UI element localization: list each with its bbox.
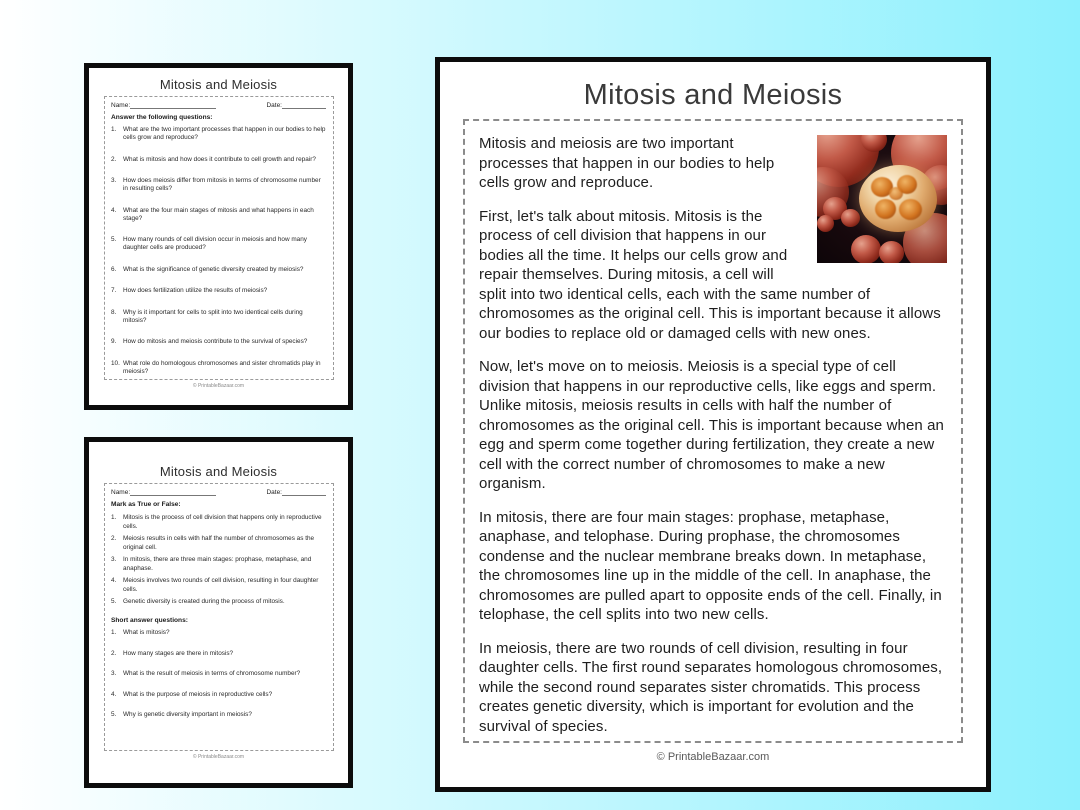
question-text: What role do homologous chromosomes and sister chromatids play in meiosis? xyxy=(123,359,321,375)
question-text: How does meiosis differ from mitosis in terms of chromosome number in resulting cells? xyxy=(123,177,321,192)
question-text: Why is it important for cells to split into two identical cells during mitosis? xyxy=(123,308,303,324)
statement-text: Meiosis involves two rounds of cell division, resulting in four daughter cells. xyxy=(123,577,319,593)
question-text: How does fertilization utilize the results of meiosis? xyxy=(123,287,268,294)
question-number: 3. xyxy=(111,670,117,677)
date-blank-line xyxy=(282,490,326,496)
question-number: 4. xyxy=(111,206,117,214)
question-number: 2. xyxy=(111,649,117,657)
red-cell-sphere xyxy=(879,241,904,263)
cell-nucleus-blob xyxy=(875,199,896,219)
worksheet-questions-body xyxy=(104,96,334,380)
question-number: 4. xyxy=(111,690,117,698)
worksheet-footer: © PrintableBazaar.com xyxy=(192,754,245,760)
question-number: 7. xyxy=(111,287,117,294)
question-text: What are the two important processes that happen in our bodies to help cells grow and reproduce? xyxy=(123,126,326,141)
question-number: 1. xyxy=(111,126,117,133)
passage-paragraph: In meiosis, there are two rounds of cell division, resulting in four daughter cells. The first round separates homologous chromosomes, while the second round separates sister chromatids. This process creates genetic diversity, which is important for evolution and the survival of species. xyxy=(479,639,943,735)
question-number: 6. xyxy=(111,265,117,273)
statement-number: 1. xyxy=(111,514,117,521)
question-item xyxy=(111,360,326,376)
shortanswer-item xyxy=(111,629,326,637)
cell-microscopy-photo xyxy=(817,135,947,263)
question-text: Why is genetic diversity important in meiosis? xyxy=(123,711,252,718)
question-text: What is mitosis? xyxy=(123,629,170,636)
truefalse-item xyxy=(111,576,326,594)
worksheet-footer: © PrintableBazaar.com xyxy=(192,383,245,389)
question-text: What is the result of meiosis in terms of chromosome number? xyxy=(123,670,301,677)
question-number: 1. xyxy=(111,629,117,636)
truefalse-list xyxy=(111,513,326,606)
shortanswer-list xyxy=(111,629,326,719)
date-label: Date: xyxy=(266,102,282,109)
cell-nucleus-blob xyxy=(889,187,903,200)
question-number: 8. xyxy=(111,308,117,316)
question-number: 3. xyxy=(111,177,117,184)
question-number: 5. xyxy=(111,711,117,718)
passage-paragraph: Now, let's move on to meiosis. Meiosis is a special type of cell division that happens in our reproductive cells, like eggs and sperm. Unlike mitosis, meiosis results in cells with half the number of chromosomes as the original cell. This is important because when an egg and sperm come together during fertilization, they create a new cell with the correct number of chromosomes to make a new organism. xyxy=(479,358,944,492)
statement-text: Genetic diversity is created during the process of mitosis. xyxy=(123,598,285,605)
question-text: How many stages are there in mitosis? xyxy=(123,649,234,657)
question-number: 2. xyxy=(111,155,117,163)
question-item xyxy=(111,207,326,223)
shortanswer-item xyxy=(111,691,326,699)
date-label: Date: xyxy=(266,489,282,496)
question-item xyxy=(111,287,326,295)
statement-text: In mitosis, there are three main stages: prophase, metaphase, and anaphase. xyxy=(123,556,312,572)
statement-number: 3. xyxy=(111,556,117,563)
name-blank-line xyxy=(130,490,216,496)
shortanswer-item xyxy=(111,711,326,719)
question-item xyxy=(111,309,326,325)
questions-section-header: Answer the following questions: xyxy=(111,114,213,121)
statement-number: 2. xyxy=(111,535,117,542)
name-date-row xyxy=(111,489,326,496)
shortanswer-item xyxy=(111,650,326,658)
dividing-cell-core xyxy=(859,165,937,232)
question-text: What is the purpose of meiosis in reproductive cells? xyxy=(123,690,273,698)
red-cell-sphere xyxy=(817,215,834,232)
passage-title: Mitosis and Meiosis xyxy=(583,79,843,111)
question-item xyxy=(111,126,326,142)
truefalse-item xyxy=(111,555,326,573)
name-date-row xyxy=(111,102,326,109)
cell-nucleus-blob xyxy=(899,199,922,220)
truefalse-section-header: Mark as True or False: xyxy=(111,501,181,508)
question-text: What are the four main stages of mitosis and what happens in each stage? xyxy=(123,206,314,222)
red-cell-sphere xyxy=(841,209,860,227)
worksheet-truefalse-title: Mitosis and Meiosis xyxy=(159,464,278,479)
shortanswer-section-header: Short answer questions: xyxy=(111,617,188,624)
question-number: 10. xyxy=(111,359,120,367)
question-item xyxy=(111,177,326,193)
passage-body xyxy=(463,119,963,743)
passage-paragraph: In mitosis, there are four main stages: prophase, metaphase, anaphase, and telophase. During prophase, the chromosomes condense and the nuclear membrane breaks down. In metaphase, the chromosomes line up in the middle of the cell. In anaphase, the chromosomes are pulled apart to opposite ends of the cell. Finally, in telophase, the cell splits into two new cells. xyxy=(479,508,942,623)
worksheet-questions-page xyxy=(84,63,353,410)
statement-number: 4. xyxy=(111,577,117,584)
passage-paragraph: First, let's talk about mitosis. Mitosis is the process of cell division that happens in our bodies all the time. It helps our cells grow and repair themselves. During mitosis, a cell will split into two identical cells, each with the same number of chromosomes as the original cell. This is important because it allows our bodies to replace old or damaged cells with new ones. xyxy=(479,207,941,342)
questions-list xyxy=(111,126,326,376)
worksheet-questions-title: Mitosis and Meiosis xyxy=(159,77,278,92)
question-item xyxy=(111,266,326,274)
statement-text: Meiosis results in cells with half the number of chromosomes as the original cell. xyxy=(123,535,315,551)
question-number: 5. xyxy=(111,236,117,243)
question-item xyxy=(111,236,326,252)
worksheet-truefalse-body xyxy=(104,483,334,751)
question-text: How do mitosis and meiosis contribute to the survival of species? xyxy=(123,338,308,345)
truefalse-item xyxy=(111,597,326,606)
question-text: How many rounds of cell division occur in meiosis and how many daughter cells are produced? xyxy=(123,236,307,251)
reading-passage-page xyxy=(435,57,991,792)
shortanswer-item xyxy=(111,670,326,678)
name-blank-line xyxy=(130,103,216,109)
question-number: 9. xyxy=(111,338,117,345)
passage-paragraph: Mitosis and meiosis are two important processes that happen in our bodies to help cells grow and reproduce. xyxy=(479,135,775,191)
passage-footer: © PrintableBazaar.com xyxy=(656,751,770,763)
truefalse-item xyxy=(111,534,326,552)
question-text: What is mitosis and how does it contribute to cell growth and repair? xyxy=(123,155,316,163)
name-label: Name: xyxy=(111,102,131,109)
question-item xyxy=(111,156,326,164)
name-label: Name: xyxy=(111,489,131,496)
statement-number: 5. xyxy=(111,598,117,605)
date-blank-line xyxy=(282,103,326,109)
question-text: What is the significance of genetic diversity created by meiosis? xyxy=(123,265,304,273)
worksheet-truefalse-page xyxy=(84,437,353,788)
truefalse-item xyxy=(111,513,326,531)
question-item xyxy=(111,338,326,346)
statement-text: Mitosis is the process of cell division that happens only in reproductive cells. xyxy=(123,514,322,530)
red-cell-sphere xyxy=(851,235,881,263)
